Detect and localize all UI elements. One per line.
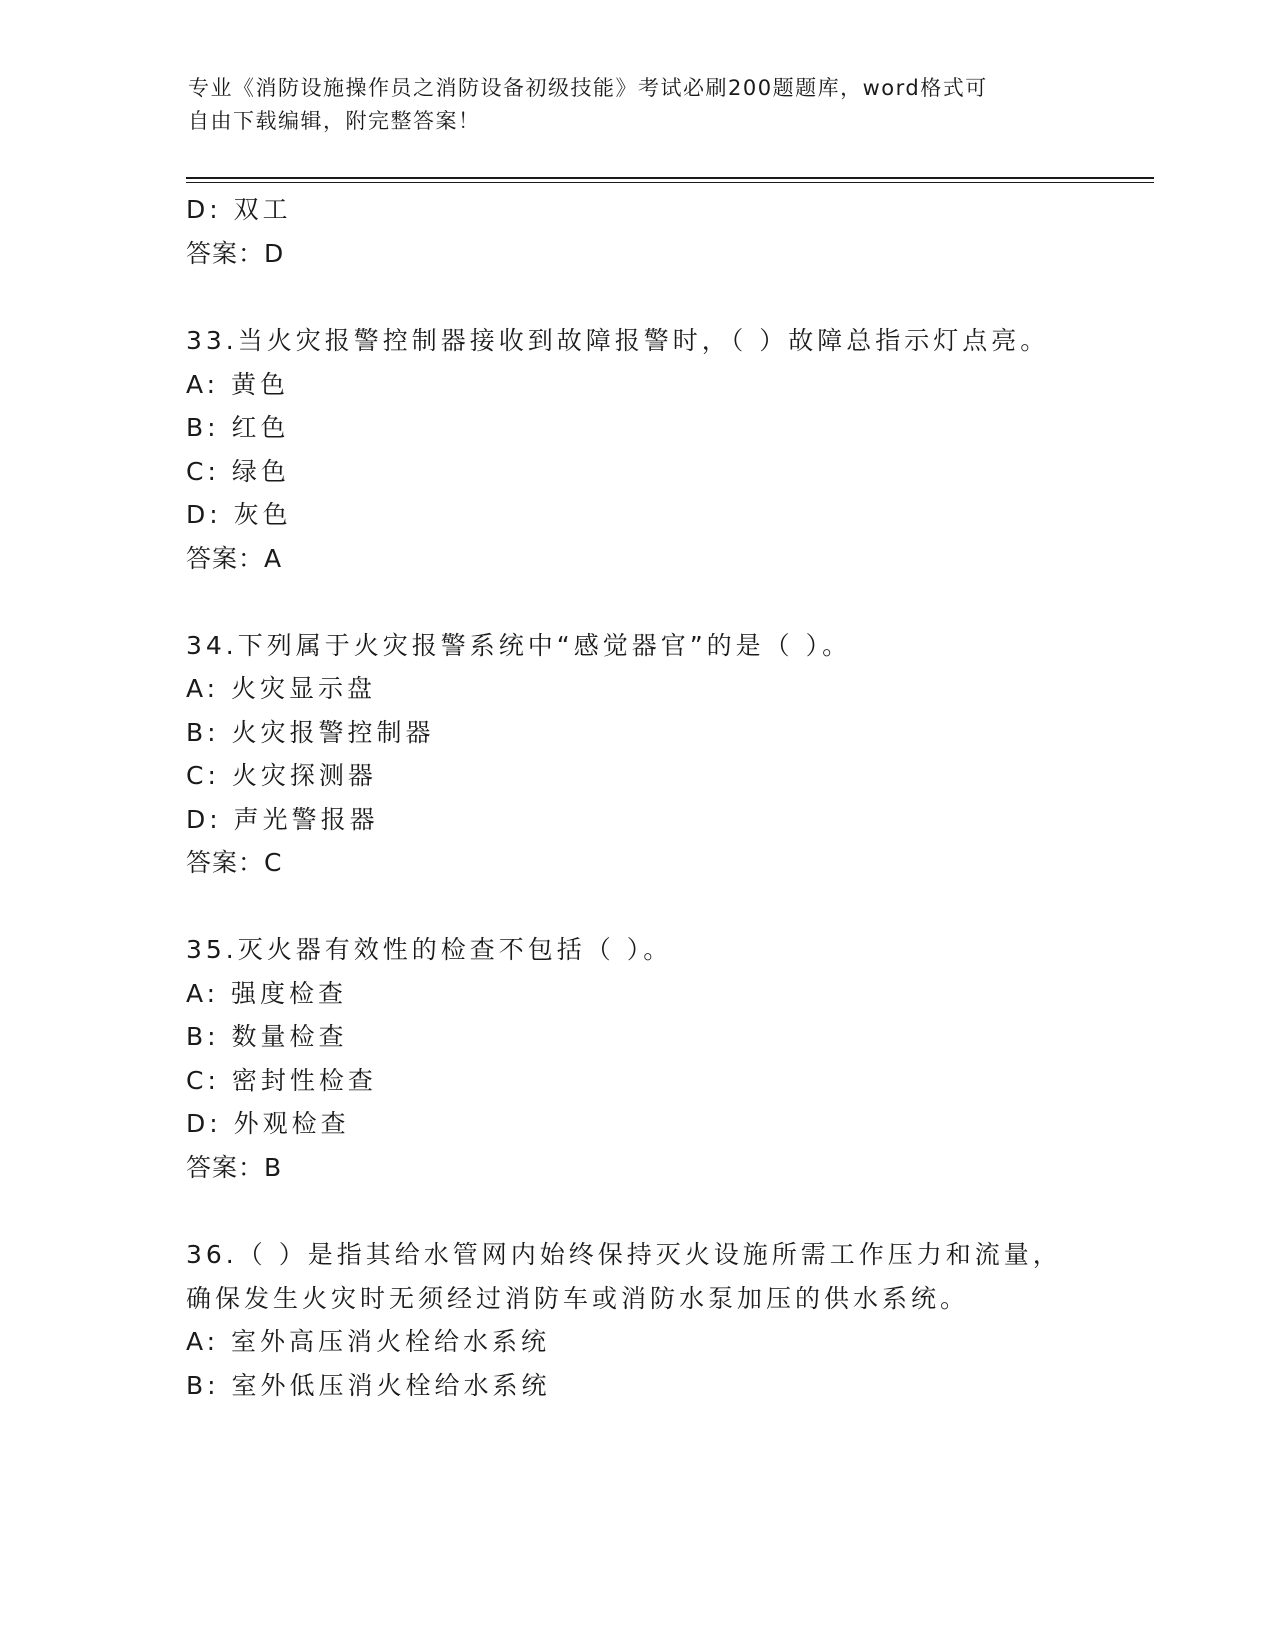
q33-option-b: B: 红色 — [186, 413, 290, 442]
header-title-line-1: 专业《消防设施操作员之消防设备初级技能》考试必刷200题题库，word格式可 — [188, 76, 988, 100]
q35-option-b: B: 数量检查 — [186, 1022, 348, 1051]
q33-option-d: D: 灰色 — [186, 500, 292, 529]
q34-option-c: C: 火灾探测器 — [186, 761, 377, 790]
q36-stem-line-1: 36.（ ）是指其给水管网内始终保持灭火设施所需工作压力和流量， — [186, 1240, 1062, 1269]
q33-option-c: C: 绿色 — [186, 457, 290, 486]
document-header — [188, 72, 1088, 138]
q33-option-a: A: 黄色 — [186, 370, 290, 399]
q34-answer: 答案：C — [186, 848, 283, 877]
header-title-line-2: 自由下载编辑，附完整答案！ — [188, 109, 481, 133]
q35-option-a: A: 强度检查 — [186, 979, 348, 1008]
q32-answer: 答案：D — [186, 239, 285, 268]
q35-answer: 答案：B — [186, 1153, 283, 1182]
q36-option-b: B: 室外低压消火栓给水系统 — [186, 1371, 551, 1400]
q34-option-a: A: 火灾显示盘 — [186, 674, 377, 703]
q36-stem-line-2: 确保发生火灾时无须经过消防车或消防水泵加压的供水系统。 — [186, 1284, 970, 1313]
q33-stem: 33.当火灾报警控制器接收到故障报警时，（ ）故障总指示灯点亮。 — [186, 326, 1050, 355]
q34-option-d: D: 声光警报器 — [186, 805, 379, 834]
header-divider-thin — [186, 182, 1154, 183]
q35-stem: 35.灭火器有效性的检查不包括（ ）。 — [186, 935, 673, 964]
q32-option-d: D: 双工 — [186, 195, 292, 224]
q34-stem: 34.下列属于火灾报警系统中“感觉器官”的是（ ）。 — [186, 631, 852, 660]
q36-option-a: A: 室外高压消火栓给水系统 — [186, 1327, 551, 1356]
q35-option-c: C: 密封性检查 — [186, 1066, 377, 1095]
q34-option-b: B: 火灾报警控制器 — [186, 718, 435, 747]
q35-option-d: D: 外观检查 — [186, 1109, 350, 1138]
header-divider-thick — [186, 177, 1154, 179]
q33-answer: 答案：A — [186, 544, 283, 573]
